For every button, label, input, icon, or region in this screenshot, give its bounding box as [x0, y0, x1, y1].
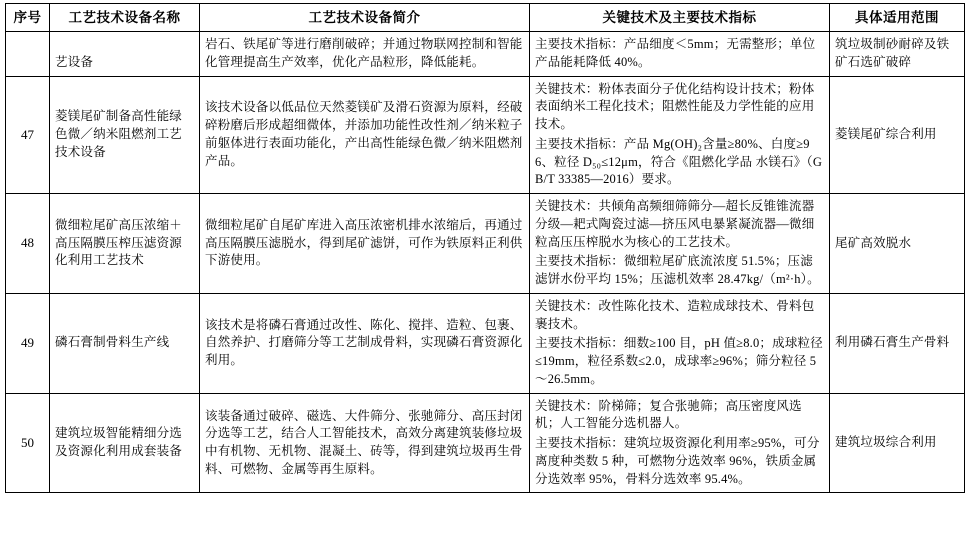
header-seq: 序号: [6, 4, 50, 32]
header-equipment-intro: 工艺技术设备简介: [200, 4, 530, 32]
cell-equipment-name: 艺设备: [50, 32, 200, 77]
table-row: [6, 32, 965, 77]
header-key-tech: 关键技术及主要技术指标: [530, 4, 830, 32]
table-body: [6, 32, 965, 493]
header-scope: 具体适用范围: [830, 4, 965, 32]
cell-equipment-name: 磷石膏制骨料生产线: [50, 293, 200, 393]
cell-seq: [6, 32, 50, 77]
cell-seq: 47: [6, 76, 50, 194]
cell-key-tech: 关键技术：粉体表面分子优化结构设计技术；粉体表面纳米工程化技术；阻燃性能及力学性能的应用技术。 主要技术指标：产品 Mg(OH)₂含量≥80%、白度≥96、粒径 D₅₀≤12μm，符合《阻燃化学品 水镁石》（GB/T 33385—2016）要求。: [530, 76, 830, 194]
cell-equipment-intro: 岩石、铁尾矿等进行磨削破碎；并通过物联网控制和智能化管理提高生产效率，优化产品粒形，降低能耗。: [200, 32, 530, 77]
cell-scope: 筑垃圾制砂耐碎及铁矿石选矿破碎: [830, 32, 965, 77]
spec-table: [5, 3, 965, 493]
cell-equipment-intro: 该装备通过破碎、磁选、大件筛分、张驰筛分、高压封闭分选等工艺，结合人工智能技术，高效分离建筑装修垃圾中有机物、无机物、混凝土、砖等，得到建筑垃圾再生骨料、可燃物、金属等再生原料。: [200, 393, 530, 493]
table-row: [6, 293, 965, 393]
table-row: [6, 76, 965, 194]
table-row: [6, 194, 965, 294]
cell-scope: 尾矿高效脱水: [830, 194, 965, 294]
cell-equipment-name: 微细粒尾矿高压浓缩＋高压隔膜压榨压滤资源化利用工艺技术: [50, 194, 200, 294]
document-page: [0, 3, 969, 555]
cell-equipment-name: 建筑垃圾智能精细分选及资源化利用成套装备: [50, 393, 200, 493]
cell-equipment-name: 菱镁尾矿制备高性能绿色微／纳米阻燃剂工艺技术设备: [50, 76, 200, 194]
header-row: [6, 4, 965, 32]
table-row: [6, 393, 965, 493]
cell-seq: 50: [6, 393, 50, 493]
cell-scope: 菱镁尾矿综合利用: [830, 76, 965, 194]
cell-key-tech: 主要技术指标：产品细度＜5mm；无需整形；单位产品能耗降低 40%。: [530, 32, 830, 77]
cell-equipment-intro: 该技术设备以低品位天然菱镁矿及滑石资源为原料，经破碎粉磨后形成超细微体，并添加功能性改性剂／纳米粒子前躯体进行表面功能化，产出高性能绿色微／纳米阻燃剂产品。: [200, 76, 530, 194]
cell-equipment-intro: 微细粒尾矿自尾矿库进入高压浓密机排水浓缩后，再通过高压隔膜压滤脱水，得到尾矿滤饼，可作为铁原料正利供下游使用。: [200, 194, 530, 294]
cell-key-tech: 关键技术：共倾角高频细筛筛分—超长反锥锥流器分级—耙式陶瓷过滤—挤压风电暴紧凝流器—微细粒高压压榨脱水为核心的工艺技术。 主要技术指标：微细粒尾矿底流浓度 51.5%；压滤滤饼水份平均 15%；压滤机效率 28.47kg/（m²·h）。: [530, 194, 830, 294]
cell-seq: 48: [6, 194, 50, 294]
cell-equipment-intro: 该技术是将磷石膏通过改性、陈化、搅拌、造粒、包裹、自然养护、打磨筛分等工艺制成骨料，实现磷石膏资源化利用。: [200, 293, 530, 393]
cell-seq: 49: [6, 293, 50, 393]
cell-scope: 利用磷石膏生产骨料: [830, 293, 965, 393]
table-header: [6, 4, 965, 32]
cell-key-tech: 关键技术：阶梯筛；复合张驰筛；高压密度风选机；人工智能分选机器人。 主要技术指标：建筑垃圾资源化利用率≥95%，可分离度种类数 5 种，可燃物分选效率 96%，铁质金属分选效率 95%，骨料分选效率 95.4%。: [530, 393, 830, 493]
cell-scope: 建筑垃圾综合利用: [830, 393, 965, 493]
cell-key-tech: 关键技术：改性陈化技术、造粒成球技术、骨料包裹技术。 主要技术指标：细数≥100 目，pH 值≥8.0；成球粒径≤19mm，粒径系数≤2.0，成球率≥96%；筛分粒径 5～26.5mm。: [530, 293, 830, 393]
header-equipment-name: 工艺技术设备名称: [50, 4, 200, 32]
